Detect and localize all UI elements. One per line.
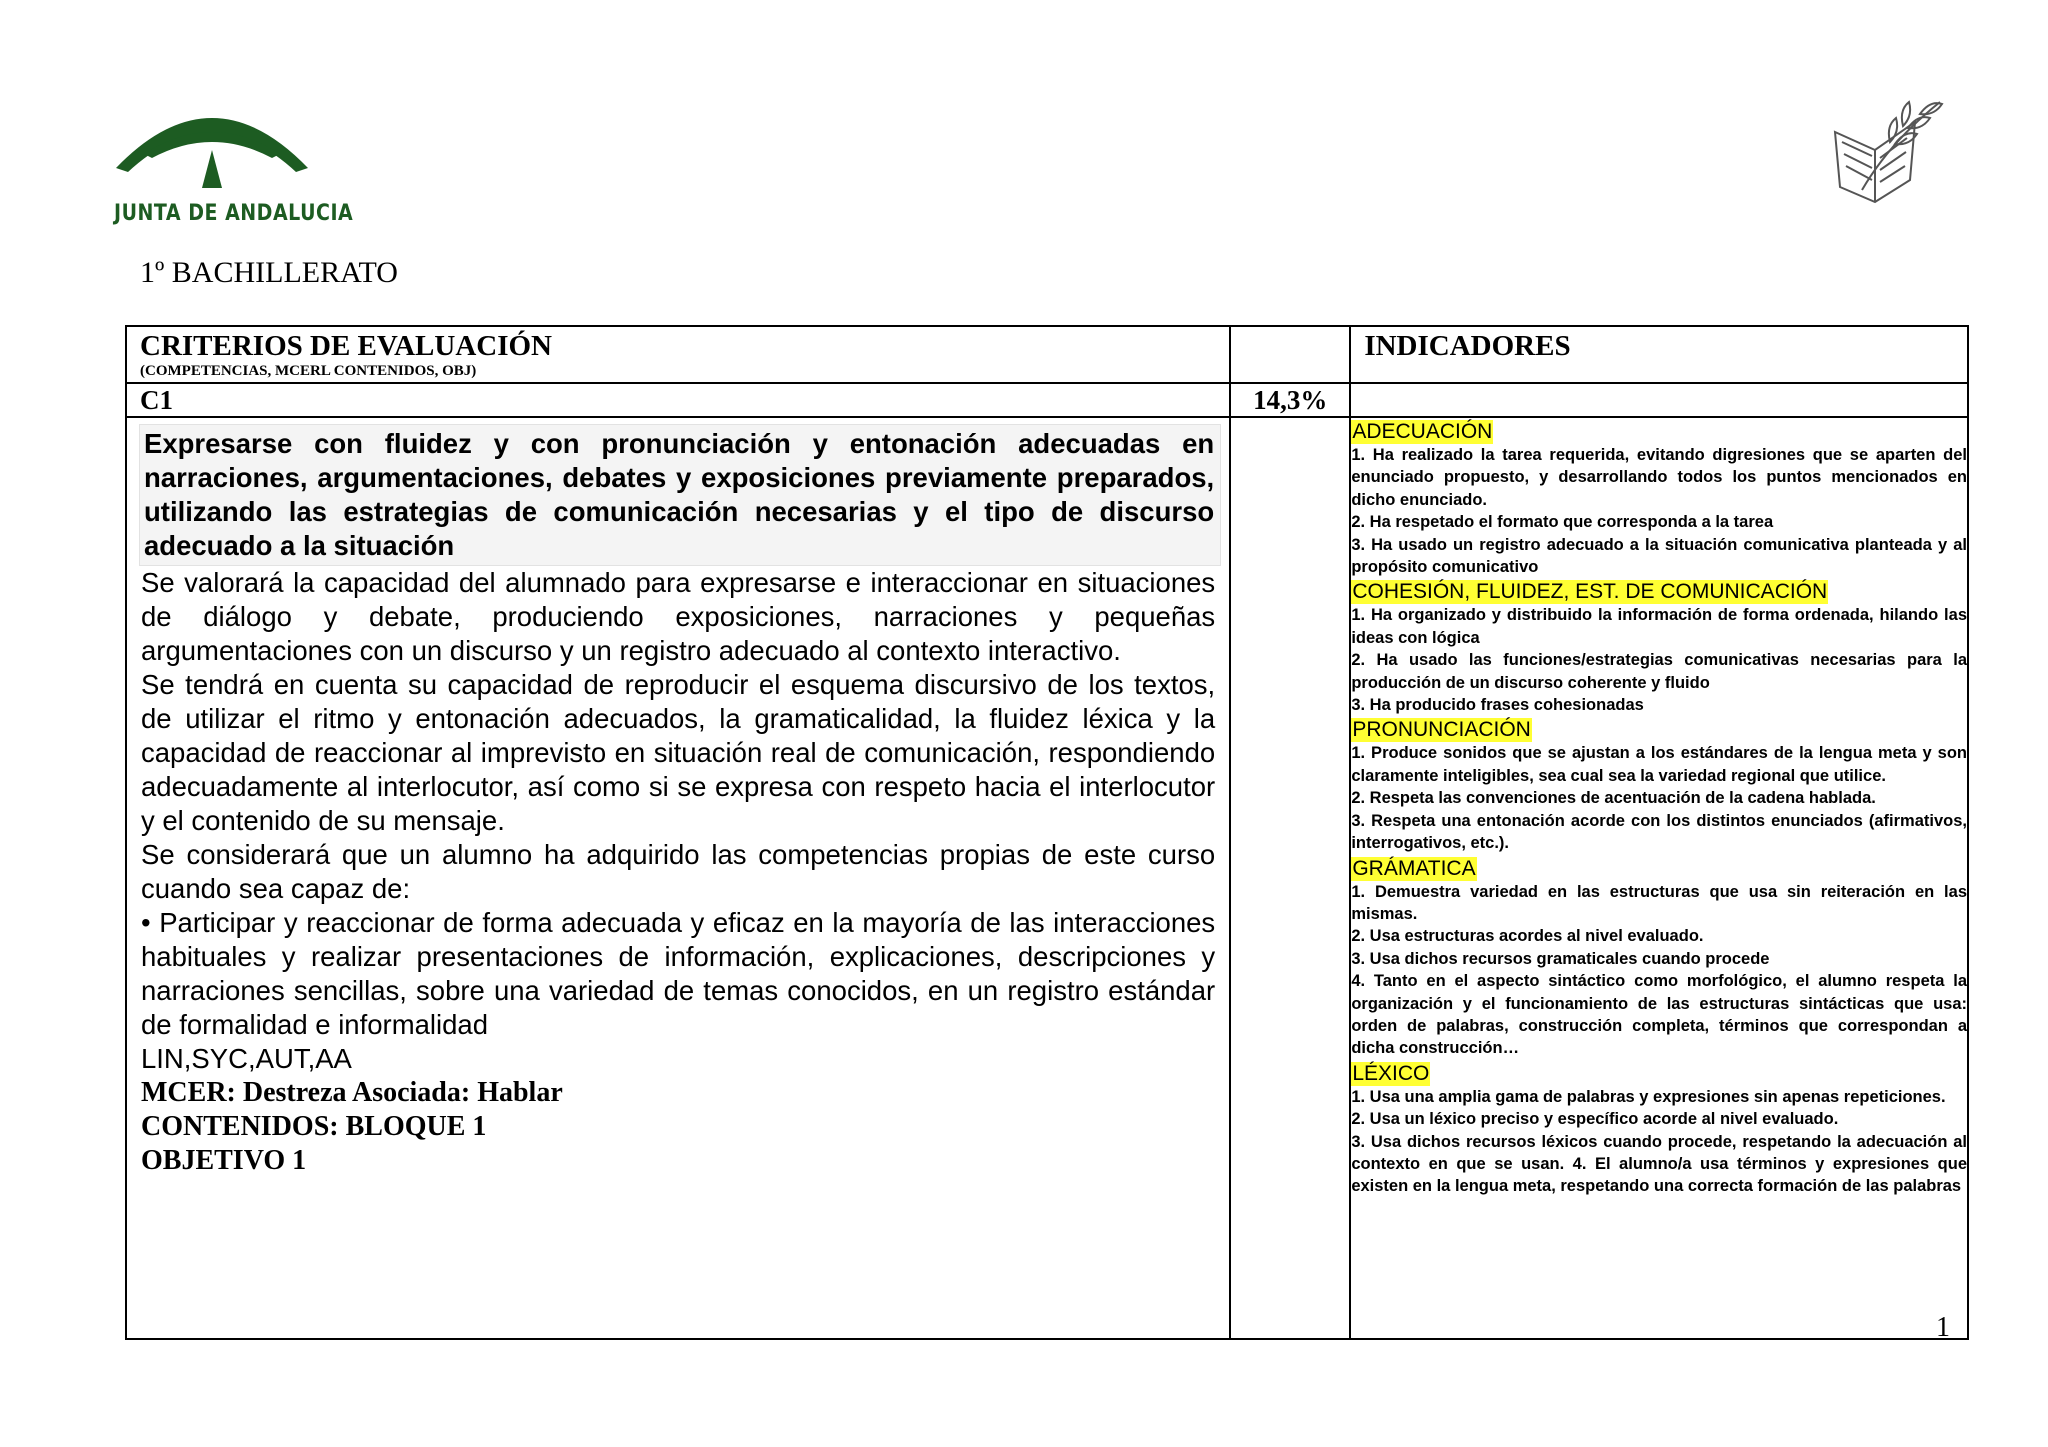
indicators-header-title: INDICADORES — [1364, 330, 1571, 362]
indicator-item: 3. Usa dichos recursos léxicos cuando procede, respetando la adecuación al contexto en que se usan. 4. El alumno/a usa términos y expresiones que existen en la lengua meta, respetando una correcta formación de las palabras — [1351, 1132, 1967, 1196]
indicator-category: ADECUACIÓN — [1352, 420, 1493, 443]
indicator-item: 2. Usa un léxico preciso y específico acorde al nivel evaluado. — [1351, 1110, 1839, 1129]
criterion-content-row — [126, 417, 1968, 1339]
junta-arch-icon — [112, 88, 312, 198]
indicator-item: 1. Demuestra variedad en las estructuras que usa sin reiteración en las mismas. — [1351, 882, 1967, 923]
competences-list: LIN,SYC,AUT,AA — [141, 1043, 352, 1074]
indicator-item: 1. Ha organizado y distribuido la información de forma ordenada, hilando las ideas con lógica — [1351, 606, 1967, 647]
school-seal-icon — [1790, 62, 1960, 232]
indicator-group — [1351, 716, 1967, 854]
weight-cell — [1230, 417, 1350, 1339]
criterion-code: C1 — [140, 385, 173, 415]
table-header-row — [126, 326, 1968, 383]
indicator-item: 4. Tanto en el aspecto sintáctico como morfológico, el alumno respeta la organización y el funcionamiento de las estructuras sintácticas que usa: orden de palabras, construcción completa, términos que correspondan a dicha construcción… — [1351, 972, 1967, 1058]
school-seal — [1790, 62, 1960, 232]
indicator-item: 3. Ha usado un registro adecuado a la situación comunicativa planteada y al propósito comunicativo — [1351, 535, 1967, 577]
indicator-item: 2. Ha respetado el formato que corresponda a la tarea — [1351, 513, 1774, 532]
criterion-paragraph: • Participar y reaccionar de forma adecuada y eficaz en la mayoría de las interacciones habituales y realizar presentaciones de información, explicaciones, descripciones y narraciones sencillas, sobre una variedad de temas conocidos, en un registro estándar de formalidad e informalidad — [141, 907, 1216, 1040]
indicator-item: 3. Respeta una entonación acorde con los distintos enunciados (afirmativos, interrogativos, etc.). — [1351, 811, 1967, 853]
mcer-skill: MCER: Destreza Asociada: Hablar — [141, 1077, 563, 1108]
logo-text: JUNTA DE ANDALUCIA — [114, 200, 354, 226]
criteria-header-title: CRITERIOS DE EVALUACIÓN — [140, 330, 553, 362]
criterion-paragraph: Se considerará que un alumno ha adquirido las competencias propias de este curso cuando sea capaz de: — [141, 839, 1216, 904]
indicator-category: COHESIÓN, FLUIDEZ, EST. DE COMUNICACIÓN — [1352, 580, 1828, 604]
indicator-item: 2. Ha usado las funciones/estrategias comunicativas necesarias para la producción de un discurso coherente y fluido — [1351, 651, 1967, 692]
criterion-statement: Expresarse con fluidez y con pronunciación y entonación adecuadas en narraciones, argumentaciones, debates y exposiciones previamente preparados, utilizando las estrategias de comunicación necesarias y el tipo de discurso adecuado a la situación — [139, 424, 1221, 566]
indicator-item: 3. Ha producido frases cohesionadas — [1351, 696, 1644, 715]
objective: OBJETIVO 1 — [141, 1145, 307, 1176]
indicator-category: GRÁMATICA — [1352, 856, 1476, 880]
criterion-paragraph: Se tendrá en cuenta su capacidad de reproducir el esquema discursivo de los textos, de utilizar el ritmo y entonación adecuados, la gramaticalidad, la fluidez léxica y la capacidad de reaccionar al imprevisto en situación real de comunicación, respondiendo adecuadamente al interlocutor, así como si se expresa con respeto hacia el interlocutor y el contenido de su mensaje. — [141, 669, 1216, 836]
indicator-group — [1351, 855, 1967, 1060]
criterion-description-cell — [126, 417, 1230, 1339]
indicator-group — [1351, 418, 1967, 578]
indicator-item: 1. Ha realizado la tarea requerida, evitando digresiones que se aparten del enunciado propuesto, y desarrollando todos los puntos mencionados en dicho enunciado. — [1351, 446, 1967, 509]
criteria-header-subtitle: (COMPETENCIAS, MCERL CONTENIDOS, OBJ) — [140, 363, 477, 379]
contents-block: CONTENIDOS: BLOQUE 1 — [141, 1111, 487, 1142]
criterion-weight: 14,3% — [1253, 385, 1328, 415]
indicator-item: 2. Respeta las convenciones de acentuación de la cadena hablada. — [1351, 789, 1876, 808]
criteria-table — [125, 325, 1969, 1340]
indicator-category: PRONUNCIACIÓN — [1352, 718, 1531, 742]
indicator-group — [1351, 1060, 1967, 1198]
criteria-header-cell — [126, 326, 1230, 383]
indicator-item: 2. Usa estructuras acordes al nivel evaluado. — [1351, 927, 1704, 946]
empty-cell — [1350, 383, 1968, 417]
indicator-category: LÉXICO — [1352, 1061, 1430, 1085]
indicator-item: 3. Usa dichos recursos gramaticales cuando procede — [1351, 949, 1770, 968]
indicator-item: 1. Produce sonidos que se ajustan a los estándares de la lengua meta y son claramente inteligibles, sea cual sea la variedad regional que utilice. — [1351, 744, 1967, 785]
indicators-header-cell — [1350, 326, 1968, 383]
indicator-group — [1351, 578, 1967, 716]
course-title: 1º BACHILLERATO — [140, 256, 398, 289]
indicator-item: 1. Usa una amplia gama de palabras y expresiones sin apenas repeticiones. — [1351, 1087, 1946, 1106]
junta-andalucia-logo — [112, 88, 354, 228]
weight-header-cell — [1230, 326, 1350, 383]
criterion-code-row — [126, 383, 1968, 417]
indicators-cell — [1350, 417, 1968, 1339]
criterion-paragraph: Se valorará la capacidad del alumnado para expresarse e interaccionar en situaciones de diálogo y debate, produciendo exposiciones, narraciones y pequeñas argumentaciones con un discurso y un registro adecuado al contexto interactivo. — [141, 567, 1216, 666]
page-number: 1 — [1936, 1312, 1950, 1343]
